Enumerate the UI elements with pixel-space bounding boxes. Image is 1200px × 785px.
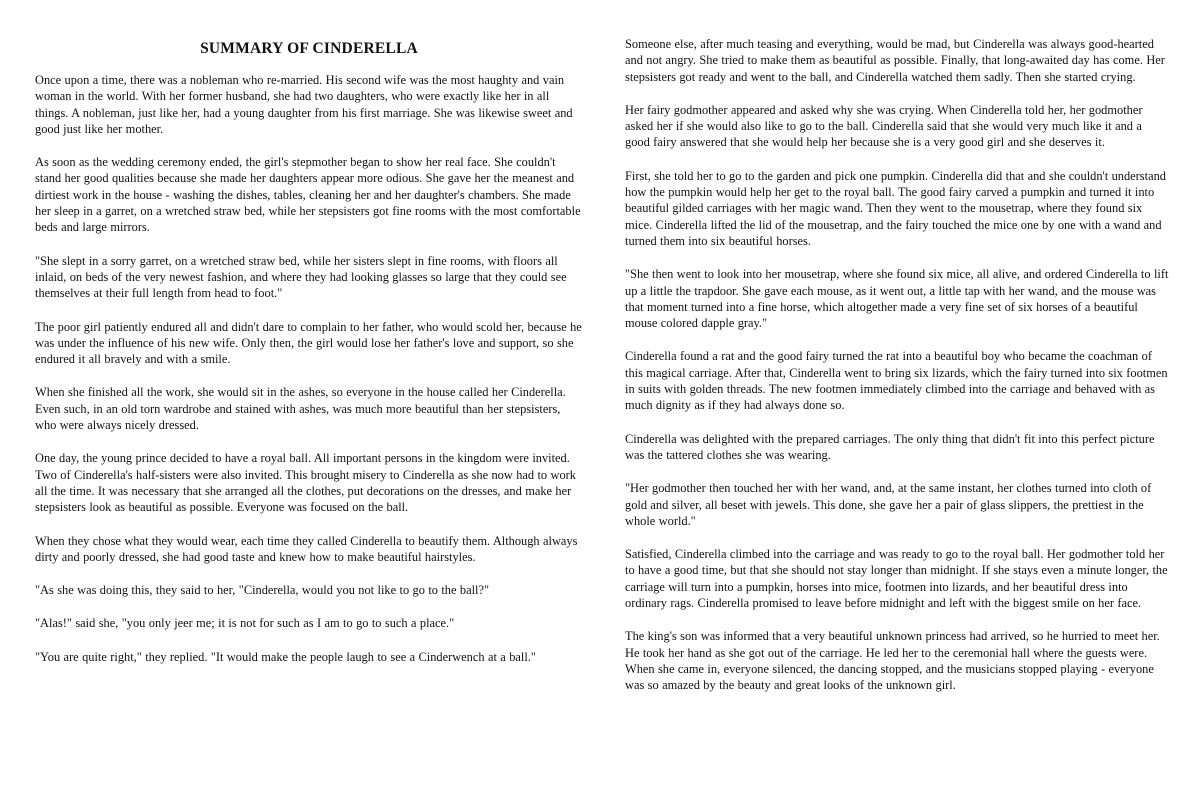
paragraph: As soon as the wedding ceremony ended, the girl's stepmother began to show her real face. She couldn't stand her good qualities because she made her daughters appear more odious. She gave her the meanest and dirtiest work in the house - washing the dishes, tables, cleaning her and her daughter's chambers. She made her sleep in a garret, on a wretched straw bed, while her stepsisters got fine rooms with the most comfortable beds and large mirrors. <box>35 155 581 235</box>
quote-paragraph: "Her godmother then touched her with her wand, and, at the same instant, her clothes turned into cloth of gold and silver, all beset with jewels. This done, she gave her a pair of glass slippers, the prettiest in the whole world." <box>625 481 1152 528</box>
paragraph: First, she told her to go to the garden and pick one pumpkin. Cinderella did that and she couldn't understand how the pumpkin would help her get to the royal ball. The good fairy carved a pumpkin and turned it into beautiful gilded carriages with her magic wand. Then they went to the mousetrap, where they found six mice. Cinderella lifted the lid of the mousetrap, and the fairy touched the mice one by one with a wand and turned them into six beautiful horses. <box>625 168 1166 248</box>
paragraph: Satisfied, Cinderella climbed into the carriage and was ready to go to the royal ball. Her godmother told her to have a good time, but that she should not stay longer than midnight. If she stays even a minute longer, the carriage will turn into a pumpkin, horses into mice, footmen into lizards, and her beautiful dress into ordinary rags. Cinderella promised to leave before midnight and left with the biggest smile on her face. <box>625 547 1168 611</box>
paragraph: The king's son was informed that a very beautiful unknown princess had arrived, so he hurried to meet her. He took her hand as she got out of the carriage. He led her to the ceremonial hall where the guests were. When she came in, everyone silenced, the dancing stopped, and the musicians stopped playing - everyone was so amazed by the beauty and great looks of the unknown girl. <box>625 629 1160 693</box>
paragraph: Cinderella was delighted with the prepared carriages. The only thing that didn't fit into this perfect picture was the tattered clothes she was wearing. <box>625 431 1155 462</box>
quote-paragraph: "As she was doing this, they said to her, "Cinderella, would you not like to go to the ball?" <box>35 583 490 598</box>
paragraph: Someone else, after much teasing and everything, would be mad, but Cinderella was always good-hearted and not angry. She tried to make them as beautiful as possible. Finally, that long-awaited day has come. Her stepsisters got ready and went to the ball, and Cinderella watched them sadly. Then she started crying. <box>625 37 1165 84</box>
quote-paragraph: "You are quite right," they replied. "It would make the people laugh to see a Cinderwench at a ball." <box>35 649 536 664</box>
paragraph: One day, the young prince decided to have a royal ball. All important persons in the kingdom were invited. Two of Cinderella's half-sisters were also invited. This brought misery to Cinderella as she now had to work all the time. It was necessary that she arranged all the clothes, put decorations on the dresses, and make her stepsisters look as beautiful as possible. Everyone was focused on the ball. <box>35 451 576 515</box>
paragraph: When she finished all the work, she would sit in the ashes, so everyone in the house called her Cinderella. Even such, in an old torn wardrobe and stained with ashes, was much more beautiful than her stepsisters, who were always nicely dressed. <box>35 385 566 433</box>
paragraph: The poor girl patiently endured all and didn't dare to complain to her father, who would scold her, because he was under the influence of his new wife. Only then, the girl would lose her father's love and support, so she endured it all bravely and with a smile. <box>35 319 582 367</box>
quote-paragraph: "She then went to look into her mousetrap, where she found six mice, all alive, and ordered Cinderella to lift up a little the trapdoor. She gave each mouse, as it went out, a little tap with her wand, and the mouse was that moment turned into a fine horse, which altogether made a very fine set of six horses of a beautiful mouse colored dapple gray." <box>625 267 1169 331</box>
paragraph: Cinderella found a rat and the good fairy turned the rat into a beautiful boy who became the coachman of this magical carriage. After that, Cinderella went to bring six lizards, which the fairy turned into six footmen in suits with golden threads. The new footmen immediately climbed into the carriage and behaved with as much dignity as if they had always done so. <box>625 349 1168 413</box>
quote-paragraph: "She slept in a sorry garret, on a wretched straw bed, while her sisters slept in fine rooms, with floors all inlaid, on beds of the very newest fashion, and where they had looking glasses so large that they could see themselves at their full length from head to foot." <box>35 253 567 301</box>
document-title: SUMMARY OF CINDERELLA <box>200 40 418 57</box>
paragraph: Once upon a time, there was a nobleman who re-married. His second wife was the most haughty and vain woman in the world. With her former husband, she had two daughters, who were exactly like her in all things. A nobleman, just like her, had a young daughter from his first marriage. She was likewise sweet and good just like her mother. <box>35 73 573 136</box>
left-column <box>35 36 583 682</box>
quote-paragraph: "Alas!" said she, "you only jeer me; it is not for such as I am to go to such a place." <box>35 616 455 631</box>
paragraph: When they chose what they would wear, each time they called Cinderella to beautify them. Although always dirty and poorly dressed, she had good taste and knew how to make beautiful hairstyles. <box>35 533 578 564</box>
paragraph: Her fairy godmother appeared and asked why she was crying. When Cinderella told her, her godmother asked her if she would also like to go to the ball. Cinderella said that she would very much like it and a good fairy answered that she would help her because she is a very good girl and she deserves it. <box>625 102 1143 150</box>
right-column <box>625 36 1170 711</box>
